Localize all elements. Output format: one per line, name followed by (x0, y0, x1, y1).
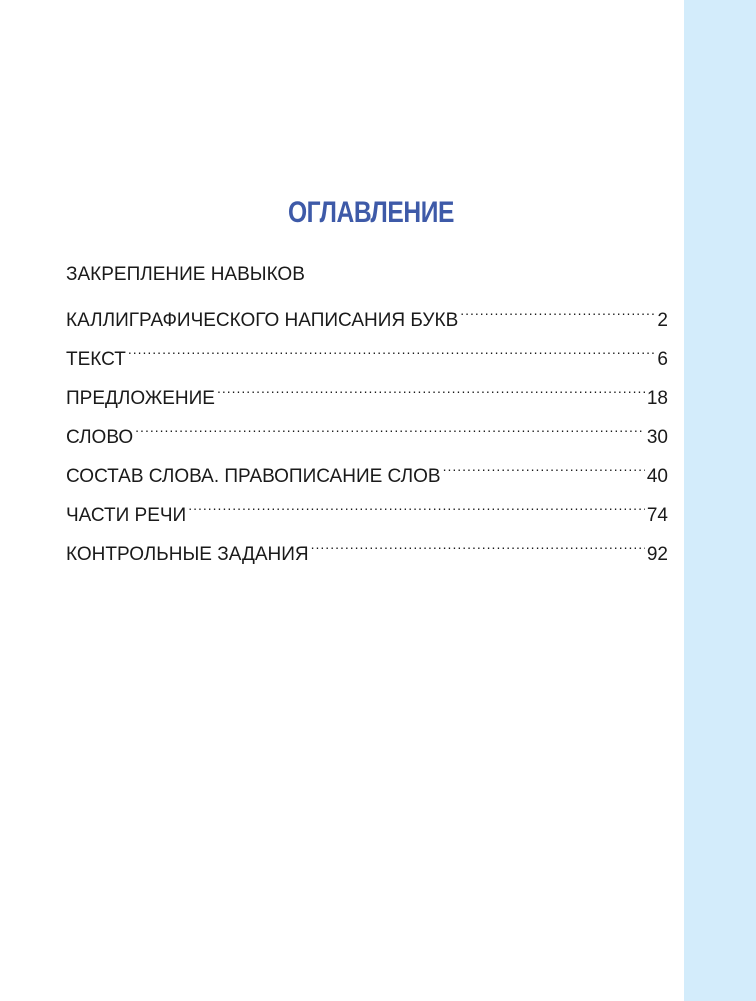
toc-entry-label: ЧАСТИ РЕЧИ (66, 505, 187, 526)
toc-entry-page: 40 (646, 466, 668, 487)
side-color-strip (684, 0, 756, 1001)
toc-entry-page: 30 (646, 427, 668, 448)
toc-entry[interactable] (66, 331, 668, 370)
toc-dot-leader (460, 292, 655, 326)
page-title: ОГЛАВЛЕНИЕ (287, 196, 455, 229)
toc-entry-page: 2 (657, 310, 668, 331)
toc-entry-page: 6 (657, 349, 668, 370)
toc-entry-label: СОСТАВ СЛОВА. ПРАВОПИСАНИЕ СЛОВ (66, 466, 441, 487)
toc-entry-label-line1: ЗАКРЕПЛЕНИЕ НАВЫКОВ (66, 264, 305, 285)
toc-dot-leader (135, 409, 645, 443)
toc-entry-page: 92 (646, 544, 668, 565)
toc-entry-label: КАЛЛИГРАФИЧЕСКОГО НАПИСАНИЯ БУКВ (66, 310, 459, 331)
toc-dot-leader (128, 331, 656, 365)
toc-entry-label: СЛОВО (66, 427, 134, 448)
toc-dot-leader (217, 370, 645, 404)
toc-entry-label: ПРЕДЛОЖЕНИЕ (66, 388, 215, 409)
toc-dot-leader (443, 448, 645, 482)
toc-entry-page: 74 (646, 505, 668, 526)
toc-entry[interactable] (66, 448, 668, 487)
toc-entry-label: ТЕКСТ (66, 349, 126, 370)
toc-entry-page: 18 (646, 388, 668, 409)
toc-entry-label: КОНТРОЛЬНЫЕ ЗАДАНИЯ (66, 544, 309, 565)
table-of-contents (66, 258, 668, 565)
toc-entry[interactable] (66, 258, 668, 331)
toc-entry[interactable] (66, 370, 668, 409)
toc-entry[interactable] (66, 409, 668, 448)
toc-dot-leader (311, 526, 645, 560)
toc-dot-leader (188, 487, 645, 521)
